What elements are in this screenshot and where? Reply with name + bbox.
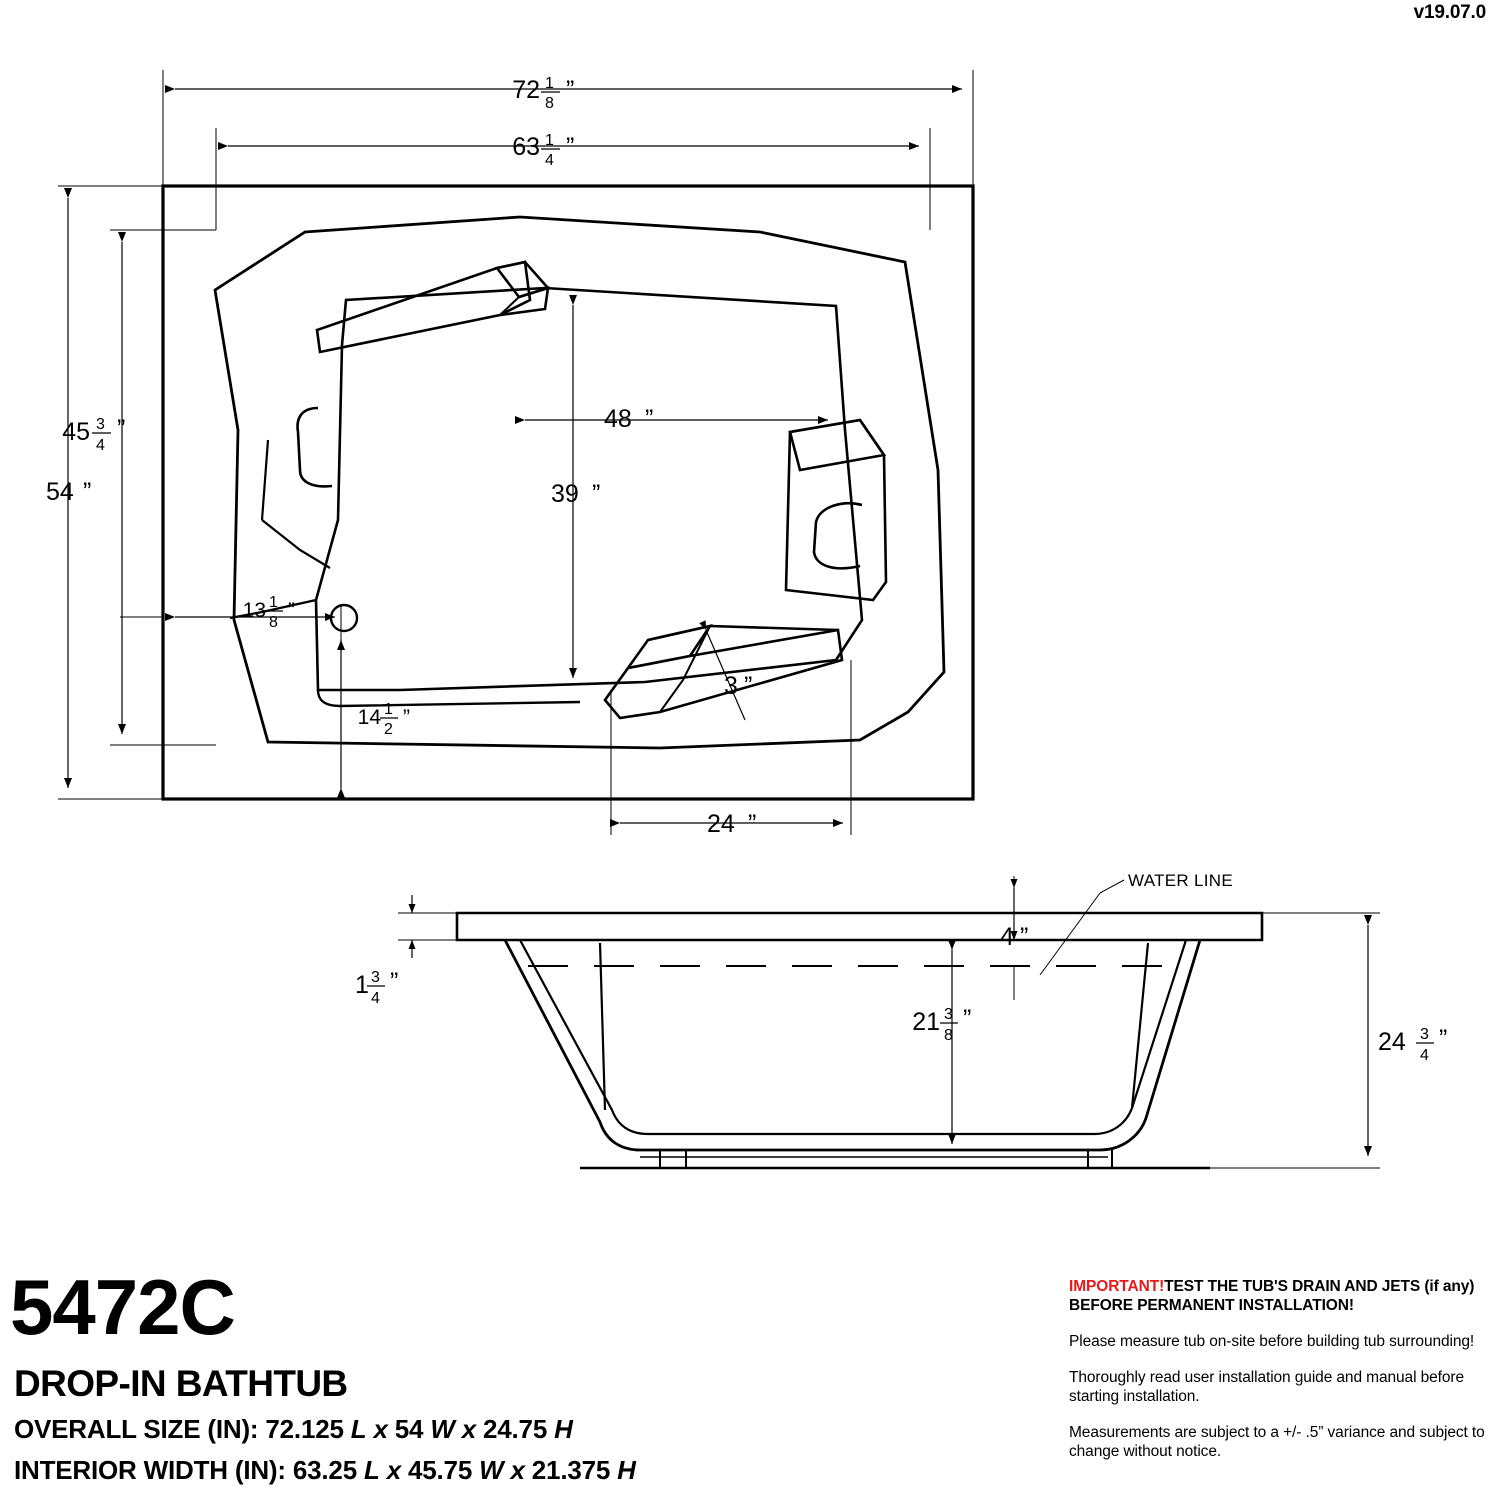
- dim-overall-height: [1378, 1025, 1447, 1064]
- note-read-guide: Thoroughly read user installation guide and manual before starting installation.: [1069, 1369, 1464, 1405]
- dim-interior-width-numerator: 3: [96, 416, 105, 433]
- dim-overall-width-unit: ”: [83, 478, 92, 506]
- overall-size-width: 54: [394, 1414, 424, 1444]
- product-type: DROP-IN BATHTUB: [14, 1363, 348, 1404]
- dim-rim-thickness-unit: ”: [390, 968, 399, 996]
- dim-overall-length-whole: 72: [512, 76, 540, 104]
- dim-drain-from-left-denominator: 8: [269, 614, 278, 631]
- dim-rim-thickness-denominator: 4: [371, 990, 380, 1007]
- overall-size-length-mark: L: [350, 1414, 367, 1444]
- interior-size-label: INTERIOR WIDTH (IN):: [14, 1455, 286, 1485]
- dim-pillow-width-whole: 3: [724, 672, 738, 700]
- dim-drain-from-bottom-denominator: 2: [384, 721, 393, 738]
- dim-drain-from-left-unit: ”: [288, 599, 295, 622]
- dim-drain-from-bottom-numerator: 1: [384, 701, 393, 718]
- interior-size-spec: [14, 1455, 636, 1486]
- dim-rim-thickness: [355, 968, 398, 1007]
- interior-size-height-mark: H: [617, 1455, 636, 1485]
- dim-interior-length-denominator: 4: [545, 152, 554, 169]
- dim-bottom-width-whole: 39: [551, 480, 579, 508]
- installation-notes: [1069, 1277, 1489, 1478]
- dim-interior-length-unit: ”: [566, 133, 575, 161]
- dim-bottom-center-whole: 24: [707, 810, 735, 838]
- dim-bottom-center: [707, 810, 756, 838]
- overall-size-height-mark: H: [554, 1414, 573, 1444]
- interior-size-length: 63.25: [292, 1455, 357, 1485]
- note-important: [1069, 1277, 1489, 1315]
- overall-size-label: OVERALL SIZE (IN):: [14, 1414, 259, 1444]
- interior-size-height: 21.375: [531, 1455, 611, 1485]
- overall-size-height: 24.75: [483, 1414, 548, 1444]
- dim-overall-length: [512, 75, 574, 112]
- dim-pillow-width: [724, 672, 752, 700]
- note-important-text: TEST THE TUB'S DRAIN AND JETS (if any) BEFORE PERMANENT INSTALLATION!: [1069, 1278, 1475, 1314]
- overall-size-spec: [14, 1414, 573, 1445]
- dim-bottom-width: [551, 480, 600, 508]
- dim-water-to-rim-unit: ”: [1020, 923, 1029, 951]
- dim-drain-from-left-whole: 13: [242, 599, 266, 622]
- dim-interior-depth-whole: 21: [912, 1008, 940, 1036]
- interior-size-x2: x: [510, 1455, 525, 1485]
- dim-water-to-rim-whole: 4: [1000, 923, 1014, 951]
- dim-interior-width-unit: ”: [117, 415, 126, 443]
- dim-interior-length-numerator: 1: [545, 132, 554, 149]
- dim-pillow-width-unit: ”: [744, 672, 753, 700]
- dim-interior-length: [512, 132, 574, 169]
- dim-bottom-length-whole: 48: [604, 405, 632, 433]
- dim-interior-depth-denominator: 8: [944, 1027, 953, 1044]
- dim-overall-length-denominator: 8: [545, 95, 554, 112]
- interior-size-width-mark: W: [479, 1455, 504, 1485]
- interior-size-x1: x: [386, 1455, 401, 1485]
- note-measure: Please measure tub on-site before building tub surrounding!: [1069, 1333, 1475, 1350]
- dim-bottom-center-unit: ”: [748, 810, 757, 838]
- overall-size-width-mark: W: [430, 1414, 455, 1444]
- dim-drain-from-left: [243, 594, 295, 631]
- dim-interior-depth-unit: ”: [963, 1005, 972, 1033]
- dim-bottom-width-unit: ”: [592, 480, 601, 508]
- important-tag: IMPORTANT!: [1069, 1278, 1165, 1295]
- dim-interior-length-whole: 63: [512, 133, 540, 161]
- dim-overall-length-numerator: 1: [545, 75, 554, 92]
- dim-overall-width-whole: 54: [46, 478, 74, 506]
- note-variance: Measurements are subject to a +/- .5” variance and subject to change without notice.: [1069, 1424, 1485, 1460]
- dim-rim-thickness-whole: 1: [355, 971, 369, 999]
- dim-overall-height-whole: 24: [1378, 1028, 1406, 1056]
- interior-size-width: 45.75: [408, 1455, 473, 1485]
- water-line-label: WATER LINE: [1128, 871, 1234, 890]
- dim-overall-length-unit: ”: [566, 76, 575, 104]
- dim-overall-height-unit: ”: [1439, 1025, 1448, 1053]
- dim-bottom-length: [604, 405, 653, 433]
- interior-size-length-mark: L: [364, 1455, 380, 1485]
- model-number: 5472C: [10, 1263, 235, 1351]
- dim-interior-depth-numerator: 3: [944, 1006, 953, 1023]
- dim-overall-height-numerator: 3: [1420, 1026, 1429, 1043]
- dim-bottom-length-unit: ”: [645, 405, 654, 433]
- dim-drain-from-left-numerator: 1: [269, 594, 278, 611]
- dim-overall-height-denominator: 4: [1420, 1047, 1429, 1064]
- overall-size-length: 72.125: [265, 1414, 344, 1444]
- dim-drain-from-bottom: [358, 701, 410, 738]
- version-label: v19.07.0: [1413, 2, 1486, 23]
- dim-interior-depth: [912, 1005, 971, 1044]
- dim-overall-width: [46, 478, 91, 506]
- dim-interior-width-whole: 45: [62, 418, 90, 446]
- dim-interior-width-denominator: 4: [96, 437, 105, 454]
- dim-interior-width: [62, 415, 125, 454]
- dim-drain-from-bottom-unit: ”: [403, 706, 410, 729]
- dim-drain-from-bottom-whole: 14: [357, 706, 381, 729]
- dim-rim-thickness-numerator: 3: [371, 969, 380, 986]
- overall-size-x2: x: [461, 1414, 476, 1444]
- overall-size-x1: x: [373, 1414, 388, 1444]
